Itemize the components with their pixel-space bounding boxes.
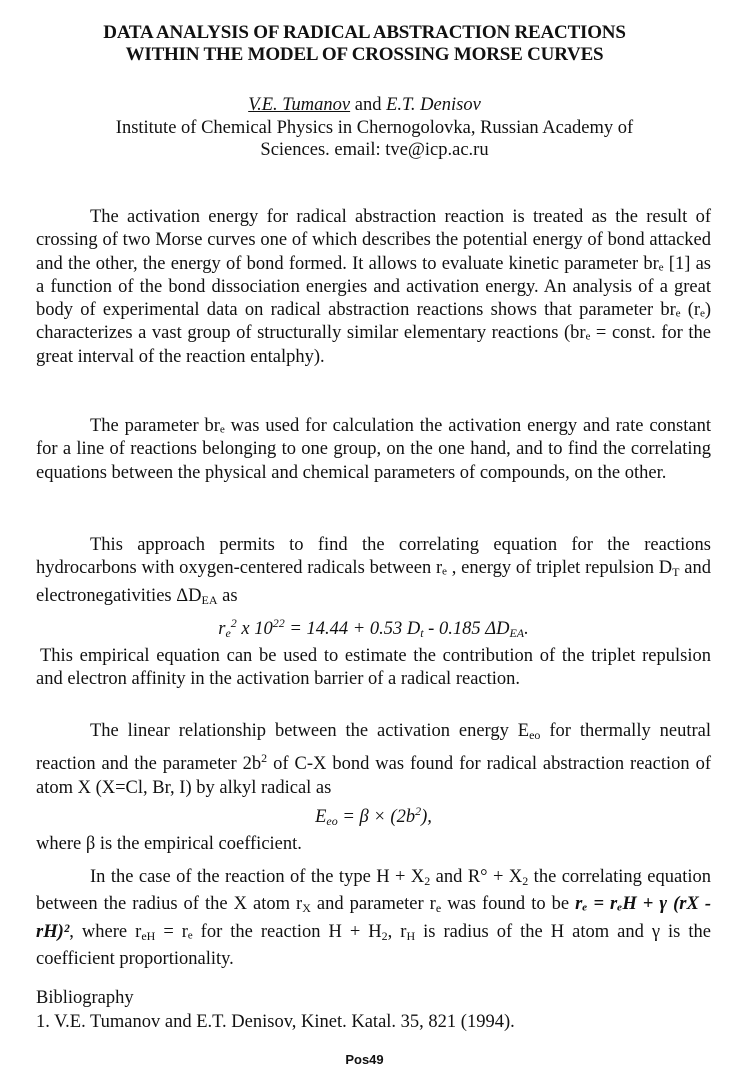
paragraph-4: This empirical equation can be used to estimate the contribution of the triplet repulsion and electron affinity in the activation barrier of a radical reaction. [36, 646, 711, 690]
p6-eh: eH [141, 928, 156, 943]
p6-a: In the case of the reaction of the type H + X [90, 867, 425, 887]
eq2-end: ), [421, 806, 432, 827]
paragraph-2-block [36, 415, 711, 485]
author-line [0, 93, 729, 117]
title-line-2: WITHIN THE MODEL OF CROSSING MORSE CURVES [125, 44, 604, 65]
p6-f: , where r [69, 921, 142, 942]
affiliation [0, 117, 729, 161]
where-line: where β is the empirical coefficient. [36, 834, 302, 855]
eq1-sq: 2 [230, 615, 237, 630]
paper-title [0, 22, 729, 66]
page-footer: Pos49 [345, 1052, 384, 1067]
paragraph-5-block [36, 720, 711, 856]
eq2-e: E [315, 806, 327, 827]
eq1-x: x 10 [236, 618, 273, 639]
eq1-e: e [225, 625, 231, 640]
paragraph-3 [36, 534, 711, 612]
p6-2a: 2 [424, 874, 431, 888]
p6-2b: 2 [522, 874, 529, 888]
p6-h: , r [387, 921, 407, 942]
author-2: E.T. Denisov [386, 95, 481, 115]
author-and: and [350, 95, 387, 115]
affiliation-line-2: Sciences. email: tve@icp.ac.ru [260, 140, 489, 160]
eq1-p22: 22 [272, 615, 285, 630]
eq1-t: t [420, 625, 424, 640]
affiliation-line-1: Institute of Chemical Physics in Chernogolovka, Russian Academy of [115, 118, 634, 138]
p3-sub-t: T [672, 565, 680, 580]
eq2-eo: eo [326, 813, 338, 828]
p6-e: e [435, 901, 442, 916]
p5-text-a: The linear relationship between the activation energy E [90, 721, 530, 741]
eq1-end: . [524, 618, 529, 639]
paragraph-6-block [36, 866, 711, 971]
eq2-two: 2 [415, 803, 422, 818]
p6-g: = rₑ for the reaction H + H [155, 921, 382, 942]
bibliography-item-1: 1. V.E. Tumanov and E.T. Denisov, Kinet. Katal. 35, 821 (1994). [36, 1012, 515, 1032]
eq1-ea: EA [509, 625, 525, 640]
p6-i: is radius of the H atom and γ is the coefficient proportionality. [36, 921, 711, 969]
p6-sub-h: H [406, 928, 416, 943]
bibliography-heading: Bibliography [36, 988, 134, 1008]
equation-1 [36, 612, 711, 645]
p5-text-c: of C-X bond was found for radical abstraction reaction of atom X (X=Cl, Br, I) by alkyl radical as [36, 754, 711, 798]
paragraph-1: The activation energy for radical abstraction reaction is treated as the result of crossing of two Morse curves one of which describes the potential energy of bond attacked and the other, the energy of bond formed. It allows to evaluate kinetic parameter brₑ [1] as a function of the bond dissociation energies and activation energy. An analysis of a great body of experimental data on radical abstraction reactions shows that parameter brₑ (rₑ) characterizes a vast group of structurally similar elementary reactions (brₑ = const. for the great interval of the reaction entalphy). [36, 207, 711, 367]
p6-d: and parameter r [310, 894, 436, 915]
p3-sub-ea: EA [201, 592, 218, 607]
p3-text-b: and electronegativities ΔD [36, 558, 711, 606]
bibliography [36, 986, 711, 1034]
p5-sup-2: 2 [261, 751, 268, 766]
p6-x: X [302, 901, 311, 916]
eq1-r: r [218, 618, 226, 639]
eq1-rest1: = 14.44 + 0.53 D [284, 618, 421, 639]
eq1-rest2: - 0.185 ΔD [423, 618, 510, 639]
p6-e2: was found to be [441, 894, 576, 915]
equation-2 [36, 800, 711, 833]
p3-text-c: as [217, 585, 238, 606]
p6-2c: 2 [381, 928, 388, 943]
p6-equation: rₑ = rₑH + γ (rX - rH)² [36, 894, 711, 942]
p5-sub-eo: eo [529, 728, 541, 742]
paragraph-3-block [36, 534, 711, 692]
paragraph-6 [36, 866, 711, 971]
eq2-mid: = β × (2b [337, 806, 416, 827]
paragraph-2: The parameter brₑ was used for calculation the activation energy and rate constant for a line of reactions belonging to one group, on the one hand, and to find the correlating equations between the physical and chemical parameters of compounds, on the other. [36, 416, 711, 483]
p6-c: the correlating equation between the radius of the X atom r [36, 867, 711, 915]
author-1: V.E. Tumanov [248, 95, 351, 115]
paragraph-5 [36, 720, 711, 800]
p6-b: and R° + X [430, 867, 523, 887]
p5-text-b: for thermally neutral reaction and the parameter 2b [36, 721, 711, 775]
paragraph-1-block [36, 206, 711, 369]
title-line-1: DATA ANALYSIS OF RADICAL ABSTRACTION REACTIONS [103, 22, 626, 43]
p3-text-a: This approach permits to find the correlating equation for the reactions hydrocarbons with oxygen-centered radicals between rₑ , energy of triplet repulsion D [36, 535, 711, 579]
